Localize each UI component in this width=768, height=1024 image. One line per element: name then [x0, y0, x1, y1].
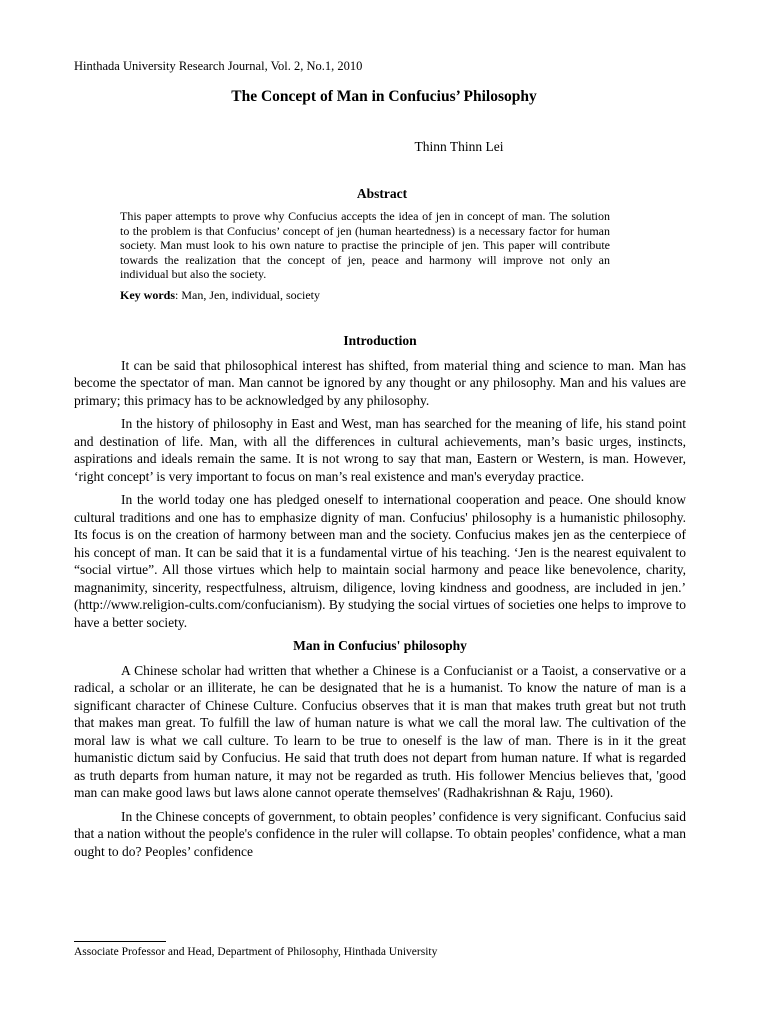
introduction-heading: Introduction	[343, 333, 417, 348]
journal-header: Hinthada University Research Journal, Vol. 2, No.1, 2010	[74, 59, 363, 73]
section-heading: Man in Confucius' philosophy	[293, 638, 467, 653]
abstract-text: This paper attempts to prove why Confucius accepts the idea of jen in concept of man. The solution to the problem is that Confucius’ concept of jen (human heartedness) is a necessary factor for human society. Man must look to his own nature to practise the principle of jen. This paper will contribute towards the realization that the concept of jen, peace and harmony will improve not only an individual but also the society.	[120, 209, 610, 282]
paper-body	[74, 332, 686, 866]
paragraph: In the Chinese concepts of government, to obtain peoples’ confidence is very significant. Confucius said that a nation without the people's confidence in the ruler will collapse. To obtain peoples' confidence, what a man ought to do? Peoples’ confidence	[74, 808, 686, 859]
keywords-list: : Man, Jen, individual, society	[175, 288, 320, 302]
footnote: Associate Professor and Head, Department of Philosophy, Hinthada University	[74, 946, 438, 958]
keywords	[120, 288, 320, 303]
paragraph: In the history of philosophy in East and West, man has searched for the meaning of life, his stand point and destination of life. Man, with all the differences in cultural achievements, man’s basic urges, instincts, aspirations and ideals remain the same. It is not wrong to say that man, Eastern or Western, is man. However, ‘right concept’ is very important to focus on man’s real existence and man's everyday practice.	[74, 416, 686, 484]
author-name: Thinn Thinn Lei	[414, 139, 504, 154]
keywords-label: Key words	[120, 288, 175, 302]
abstract-heading: Abstract	[356, 186, 408, 201]
paragraph: It can be said that philosophical interest has shifted, from material thing and science to man. Man has become the spectator of man. Man cannot be ignored by any thought or any philosophy. Man and his values are primary; this primacy has to be acknowledged by any philosophy.	[74, 357, 686, 408]
paragraph: In the world today one has pledged oneself to international cooperation and peace. One should know cultural traditions and one has to emphasize dignity of man. Confucius' philosophy is a humanistic philosophy. Its focus is on the creation of harmony between man and the society. Confucius makes jen as the centerpiece of his concept of man. It can be said that it is a fundamental virtue of his teaching. ‘Jen is the nearest equivalent to “social virtue”. All those virtues which help to maintain social harmony and peace like benevolence, charity, magnanimity, sincerity, respectfulness, altruism, diligence, loving kindness and goodness, are included in jen.’ (http://www.religion-cults.com/confucianism). By studying the social virtues of societies one helps to improve to have a better society.	[74, 492, 686, 630]
paragraph: A Chinese scholar had written that whether a Chinese is a Confucianist or a Taoist, a conservative or a radical, a scholar or an illiterate, he can be designated that he is a humanist. To know the nature of man is a significant character of Chinese Culture. Confucius observes that it is man that makes truth great but not truth that makes man great. To fulfill the law of human nature is what we call the moral law. The cultivation of the moral law is what we call culture. To learn to be true to oneself is the law of man. There is in it the great humanistic dictum said by Confucius. He said that truth does not depart from human nature. If what is regarded as truth departs from human nature, it may not be regarded as truth. His follower Mencius believes that, 'good man can make good laws but laws alone cannot operate themselves' (Radhakrishnan & Raju, 1960).	[74, 662, 686, 800]
footnote-divider	[74, 941, 166, 942]
paper-title: The Concept of Man in Confucius’ Philosophy	[231, 88, 537, 105]
